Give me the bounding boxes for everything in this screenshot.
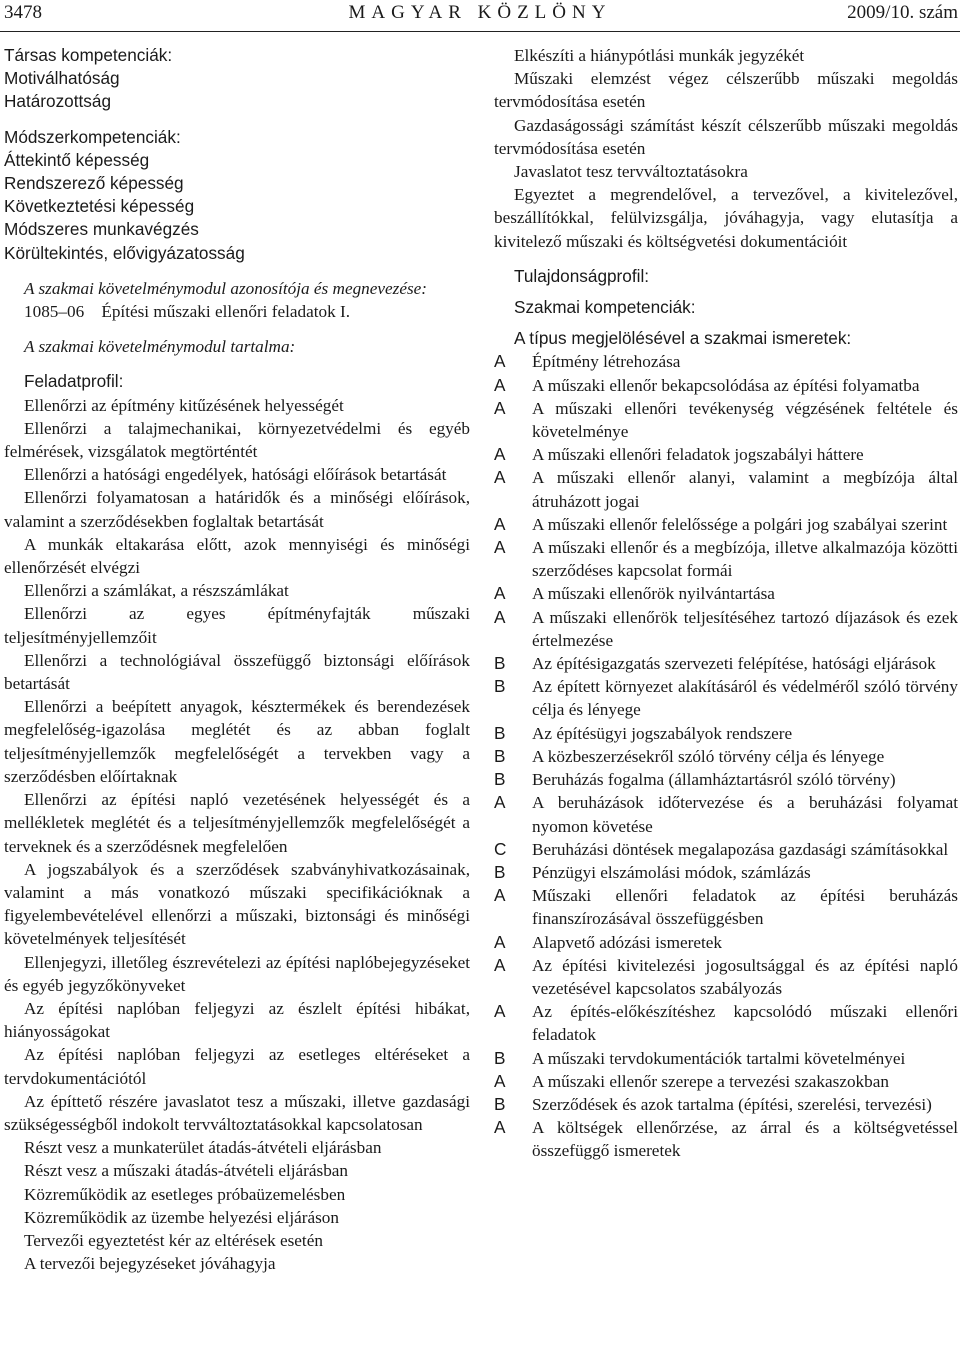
requirement-grade: B bbox=[494, 1047, 506, 1068]
requirement-text: A műszaki ellenőr szerepe a tervezési szakaszokban bbox=[532, 1071, 889, 1091]
requirement-text: Műszaki ellenőri feladatok az építési beruházás finanszírozásával összefüggésben bbox=[532, 886, 958, 929]
requirement-row bbox=[494, 1070, 958, 1093]
requirement-row bbox=[494, 374, 958, 397]
method-item: Rendszerező képesség bbox=[4, 173, 184, 194]
requirement-grade: A bbox=[494, 397, 506, 418]
requirement-grade: A bbox=[494, 374, 506, 395]
requirement-text: A műszaki ellenőrök nyilvántartása bbox=[532, 584, 775, 604]
requirement-row bbox=[494, 652, 958, 675]
task-item: Gazdaságossági számítást készít célszerűbb műszaki megoldás tervmódosítása esetén bbox=[494, 115, 958, 158]
requirement-row bbox=[494, 1000, 958, 1046]
requirement-grade: A bbox=[494, 537, 506, 558]
task-item: Ellenőrzi a beépített anyagok, késztermékek és berendezések megfelelőség-igazolása meglétét és az abban foglalt teljesítményjellemzők megfelelőségét a tervekben vagy a szerződésben előírtaknak bbox=[4, 697, 470, 786]
requirement-row bbox=[494, 791, 958, 837]
requirement-row bbox=[494, 722, 958, 745]
left-column bbox=[4, 44, 470, 1275]
header-rule bbox=[0, 31, 960, 32]
requirement-row bbox=[494, 1093, 958, 1116]
task-item: Ellenőrzi a talajmechanikai, környezetvédelmi és egyéb felmérések, vizsgálatok megtörténtét bbox=[4, 418, 470, 462]
requirement-grade: A bbox=[494, 1070, 506, 1091]
method-item: Áttekintő képesség bbox=[4, 149, 150, 170]
module-id: 1085–06 Építési műszaki ellenőri feladatok I. bbox=[24, 302, 351, 322]
requirement-text: Beruházási döntések megalapozása gazdasági számításokkal bbox=[532, 839, 949, 859]
method-item: Körültekintés, elővigyázatosság bbox=[4, 242, 245, 263]
requirement-grade: B bbox=[494, 653, 506, 674]
requirement-row bbox=[494, 768, 958, 791]
requirement-row bbox=[494, 745, 958, 768]
task-item: Ellenőrzi a hatósági engedélyek, hatósági előírások betartását bbox=[24, 465, 447, 485]
requirement-row bbox=[494, 397, 958, 443]
task-item: Műszaki elemzést végez célszerűbb műszaki megoldás tervmódosítása esetén bbox=[494, 69, 958, 112]
requirement-row bbox=[494, 1047, 958, 1070]
task-item: Közreműködik az esetleges próbaüzemelésben bbox=[24, 1184, 346, 1204]
requirement-text: A műszaki ellenőr bekapcsolódása az építési folyamatba bbox=[532, 375, 920, 395]
requirement-text: A műszaki ellenőri feladatok jogszabályi háttere bbox=[532, 445, 864, 465]
task-item: Ellenőrzi a számlákat, a részszámlákat bbox=[24, 581, 289, 601]
requirement-grade: B bbox=[494, 769, 506, 790]
requirement-grade: B bbox=[494, 1093, 506, 1114]
requirement-text: A műszaki ellenőri tevékenység végzésének feltétele és követelménye bbox=[532, 398, 958, 442]
requirement-grade: A bbox=[494, 606, 506, 627]
requirement-grade: A bbox=[494, 1117, 506, 1138]
requirement-text: Az épített környezet alakításáról és védelméről szóló törvény célja és lényege bbox=[532, 677, 958, 720]
requirement-text: Az építés-előkészítéshez kapcsolódó műszaki ellenőri feladatok bbox=[532, 1002, 958, 1045]
requirement-text: Alapvető adózási ismeretek bbox=[532, 932, 722, 952]
task-profile-heading: Feladatprofil: bbox=[24, 371, 124, 392]
requirement-text: A beruházások időtervezése és a beruházási folyamat nyomon követése bbox=[532, 793, 958, 836]
requirement-row bbox=[494, 884, 958, 930]
requirement-grade: B bbox=[494, 722, 506, 743]
property-profile-heading: Tulajdonságprofil: bbox=[514, 265, 650, 286]
requirement-grade: A bbox=[494, 467, 506, 488]
requirement-text: A költségek ellenőrzése, az árral és a költségvetéssel összefüggő ismeretek bbox=[532, 1118, 958, 1161]
requirement-grade: A bbox=[494, 583, 506, 604]
task-item: Tervezői egyeztetést kér az eltérések esetén bbox=[24, 1230, 323, 1250]
requirement-grade: A bbox=[494, 931, 506, 952]
requirement-grade: B bbox=[494, 745, 506, 766]
requirement-grade: A bbox=[494, 1001, 506, 1022]
social-competencies-heading: Társas kompetenciák: bbox=[4, 45, 173, 65]
requirement-row bbox=[494, 838, 958, 861]
requirement-text: Az építésügyi jogszabályok rendszere bbox=[532, 723, 793, 743]
task-item: Közreműködik az üzembe helyezési eljáráson bbox=[24, 1207, 339, 1227]
task-item: Ellenőrzi az egyes építményfajták műszaki teljesítményjellemzőit bbox=[4, 604, 470, 647]
task-item: Az építtető részére javaslatot tesz a műszaki, illetve gazdasági szükségességből indokolt tervváltoztatásokkal kapcsolatosan bbox=[4, 1091, 470, 1134]
requirement-grade: A bbox=[494, 885, 506, 906]
requirement-row bbox=[494, 675, 958, 721]
method-item: Következtetési képesség bbox=[4, 196, 195, 217]
requirement-text: Az építési kivitelezési jogosultsággal és az építési napló vezetésével kapcsolatos szabályozás bbox=[532, 955, 958, 998]
requirement-row bbox=[494, 513, 958, 536]
task-item: Elkészíti a hiánypótlási munkák jegyzékét bbox=[514, 46, 805, 65]
publication-title: MAGYAR KÖZLÖNY bbox=[348, 2, 612, 23]
requirement-row bbox=[494, 466, 958, 512]
requirement-grade: A bbox=[494, 513, 506, 534]
task-item: A jogszabályok és a szerződések szabványhivatkozásainak, valamint a más vonatkozó műszaki specifikációknak a figyelembevételével ellenőrzi a műszaki, biztonsági és minőségi követelmények teljesítését bbox=[4, 859, 470, 949]
requirement-text: A műszaki tervdokumentációk tartalmi követelményei bbox=[532, 1048, 906, 1068]
requirement-grade: A bbox=[494, 444, 506, 465]
requirement-text: A műszaki ellenőrök teljesítéséhez tartozó díjazások és ezek értelmezése bbox=[532, 607, 958, 650]
task-item: Egyeztet a megrendelővel, a tervezővel, a kivitelezővel, beszállítókkal, felülvizsgálja, jóváhagyja, vagy elutasítja a kivitelező műszaki és költségvetési dokumentációit bbox=[494, 185, 958, 251]
module-content-label: A szakmai követelménymodul tartalma: bbox=[24, 337, 296, 357]
type-label: A típus megjelölésével a szakmai ismeretek: bbox=[514, 328, 852, 349]
requirement-grade: A bbox=[494, 792, 506, 813]
requirement-row bbox=[494, 582, 958, 605]
requirement-grade: A bbox=[494, 351, 506, 372]
requirement-row bbox=[494, 931, 958, 954]
requirement-text: Szerződések és azok tartalma (építési, szerelési, tervezési) bbox=[532, 1094, 932, 1114]
requirement-text: A műszaki ellenőr alanyi, valamint a megbízója által átruházott jogai bbox=[532, 468, 958, 511]
task-item: Ellenőrzi az építési napló vezetésének helyességét és a mellékletek meglétét és a teljesítményjellemzők megfelelőségét a terveknek és a szerződésnek megfelelően bbox=[4, 790, 470, 856]
social-item: Határozottság bbox=[4, 91, 112, 112]
professional-competencies-heading: Szakmai kompetenciák: bbox=[514, 297, 696, 318]
task-item: A munkák eltakarása előtt, azok mennyiségi és minőségi ellenőrzését elvégzi bbox=[4, 534, 470, 578]
task-item: A tervezői bejegyzéseket jóváhagyja bbox=[24, 1254, 276, 1274]
issue-number: 2009/10. szám bbox=[847, 2, 958, 23]
requirement-text: A műszaki ellenőr felelőssége a polgári jog szabályai szerint bbox=[532, 514, 948, 534]
requirement-text: A közbeszerzésekről szóló törvény célja és lényege bbox=[532, 746, 885, 766]
task-item: Javaslatot tesz tervváltoztatásokra bbox=[514, 162, 748, 182]
requirement-grade: C bbox=[494, 838, 507, 859]
requirement-row bbox=[494, 350, 958, 373]
task-item: Ellenjegyzi, illetőleg észrevételezi az építési naplóbejegyzéseket és egyéb jegyzőkönyveket bbox=[4, 952, 470, 995]
requirement-text: Beruházás fogalma (államháztartásról szóló törvény) bbox=[532, 770, 896, 790]
module-id-label: A szakmai követelménymodul azonosítója és megnevezése: bbox=[24, 278, 427, 298]
task-item: Ellenőrzi folyamatosan a határidők és a minőségi előírások, valamint a szerződésekben foglaltak betartását bbox=[4, 488, 470, 531]
requirement-grade: A bbox=[494, 954, 506, 975]
task-item: Ellenőrzi az építmény kitűzésének helyességét bbox=[24, 395, 344, 415]
social-item: Motiválhatóság bbox=[4, 68, 120, 89]
requirement-row bbox=[494, 536, 958, 582]
requirement-text: Építmény létrehozása bbox=[532, 352, 681, 372]
requirement-row bbox=[494, 954, 958, 1000]
task-item: Az építési naplóban feljegyzi az észlelt építési hibákat, hiányosságokat bbox=[4, 998, 470, 1042]
page-header bbox=[0, 0, 960, 36]
task-item: Részt vesz a munkaterület átadás-átvételi eljárásban bbox=[24, 1138, 382, 1158]
requirement-row bbox=[494, 861, 958, 884]
requirement-row bbox=[494, 1116, 958, 1162]
requirement-text: A műszaki ellenőr és a megbízója, illetve alkalmazója közötti szerződéses kapcsolat formái bbox=[532, 538, 958, 581]
requirement-row bbox=[494, 606, 958, 652]
method-item: Módszeres munkavégzés bbox=[4, 219, 199, 240]
requirement-text: Az építésigazgatás szervezeti felépítése, hatósági eljárások bbox=[532, 654, 936, 674]
requirement-text: Pénzügyi elszámolási módok, számlázás bbox=[532, 862, 811, 882]
requirement-grade: B bbox=[494, 861, 506, 882]
page-number: 3478 bbox=[4, 2, 42, 23]
method-competencies-heading: Módszerkompetenciák: bbox=[4, 126, 181, 147]
task-item: Részt vesz a műszaki átadás-átvételi eljárásban bbox=[24, 1161, 349, 1181]
right-column bbox=[494, 44, 958, 1163]
task-item: Ellenőrzi a technológiával összefüggő biztonsági előírások betartását bbox=[4, 650, 470, 694]
requirement-grade: B bbox=[494, 676, 506, 697]
task-item: Az építési naplóban feljegyzi az esetleges eltéréseket a tervdokumentációtól bbox=[4, 1045, 470, 1088]
requirement-row bbox=[494, 443, 958, 466]
